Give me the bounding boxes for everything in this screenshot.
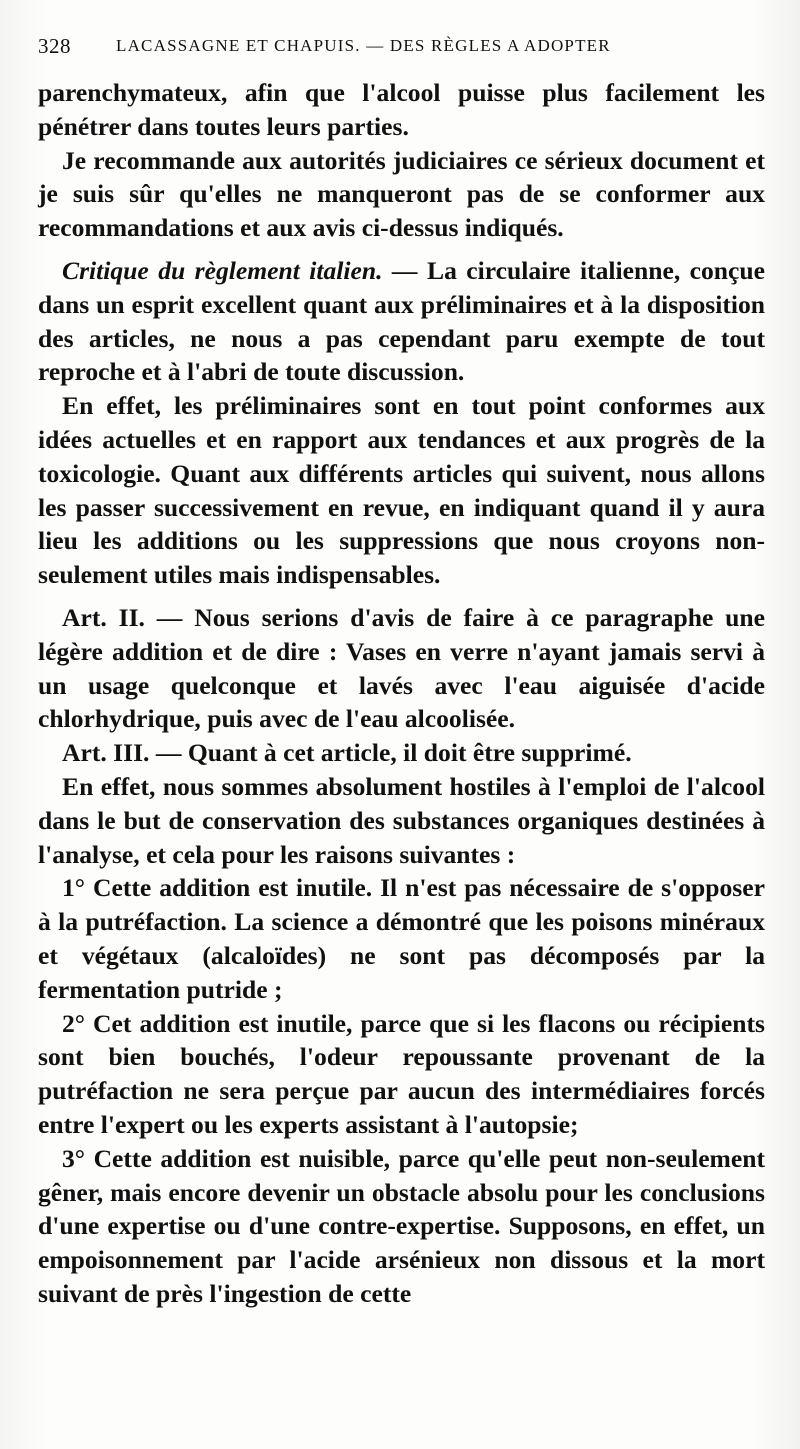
paragraph: Art. II. — Nous serions d'avis de faire à ce paragraphe une légère addition et de dire : Vases en verre n'ayant jamais servi à un usage quelconque et lavés avec l'eau aiguisée d'acide chlorhydrique, puis avec de l'eau alcoolisée. [38, 602, 765, 734]
running-header [38, 34, 778, 62]
section-heading: Critique du règlement italien. — [62, 255, 418, 285]
list-item: 3° Cette addition est nuisible, parce qu'elle peut non-seulement gêner, mais encore devenir un obstacle absolu pour les conclusions d'une expertise ou d'une contre-expertise. Supposons, en effet, un empoisonnement par l'acide arsénieux non dissous et la mort suivant de près l'ingestion de cette [38, 1143, 765, 1308]
list-item: 1° Cette addition est inutile. Il n'est pas nécessaire de s'opposer à la putréfaction. La science a démontré que les poisons minéraux et végétaux (alcaloïdes) ne sont pas décomposés par la fermentation putride ; [38, 873, 765, 1004]
running-title: LACASSAGNE ET CHAPUIS. — DES RÈGLES A ADOPTER [116, 36, 611, 55]
section-paragraph [38, 254, 765, 389]
page-number: 328 [38, 34, 71, 58]
paragraph-text: La circulaire italienne, conçue dans un esprit excellent quant aux préliminaires et à la disposition des articles, ne nous a pas cependant paru exempte de tout reproche et à l'abri de toute discussion. [38, 255, 765, 387]
body-text [38, 76, 765, 1311]
paragraph: Art. III. — Quant à cet article, il doit être supprimé. [62, 738, 632, 768]
list-item: 2° Cet addition est inutile, parce que si les flacons ou récipients sont bien bouchés, l'odeur repoussante provenant de la putréfaction ne sera perçue par aucun des intermédiaires forcés entre l'expert ou les experts assistant à l'autopsie; [38, 1008, 765, 1139]
paragraph: parenchymateux, afin que l'alcool puisse plus facilement les pénétrer dans toutes leurs parties. [38, 78, 765, 141]
paragraph: En effet, les préliminaires sont en tout point conformes aux idées actuelles et en rapport aux tendances et aux progrès de la toxicologie. Quant aux différents articles qui suivent, nous allons les passer successivement en revue, en indiquant quand il y aura lieu les additions ou les suppressions que nous croyons non-seulement utiles mais indispensables. [38, 391, 765, 590]
paragraph: En effet, nous sommes absolument hostiles à l'emploi de l'alcool dans le but de conservation des substances organiques destinées à l'analyse, et cela pour les raisons suivantes : [38, 771, 765, 869]
paragraph: Je recommande aux autorités judiciaires ce sérieux document et je suis sûr qu'elles ne manqueront pas de se conformer aux recommandations et aux avis ci-dessus indiqués. [38, 145, 765, 243]
